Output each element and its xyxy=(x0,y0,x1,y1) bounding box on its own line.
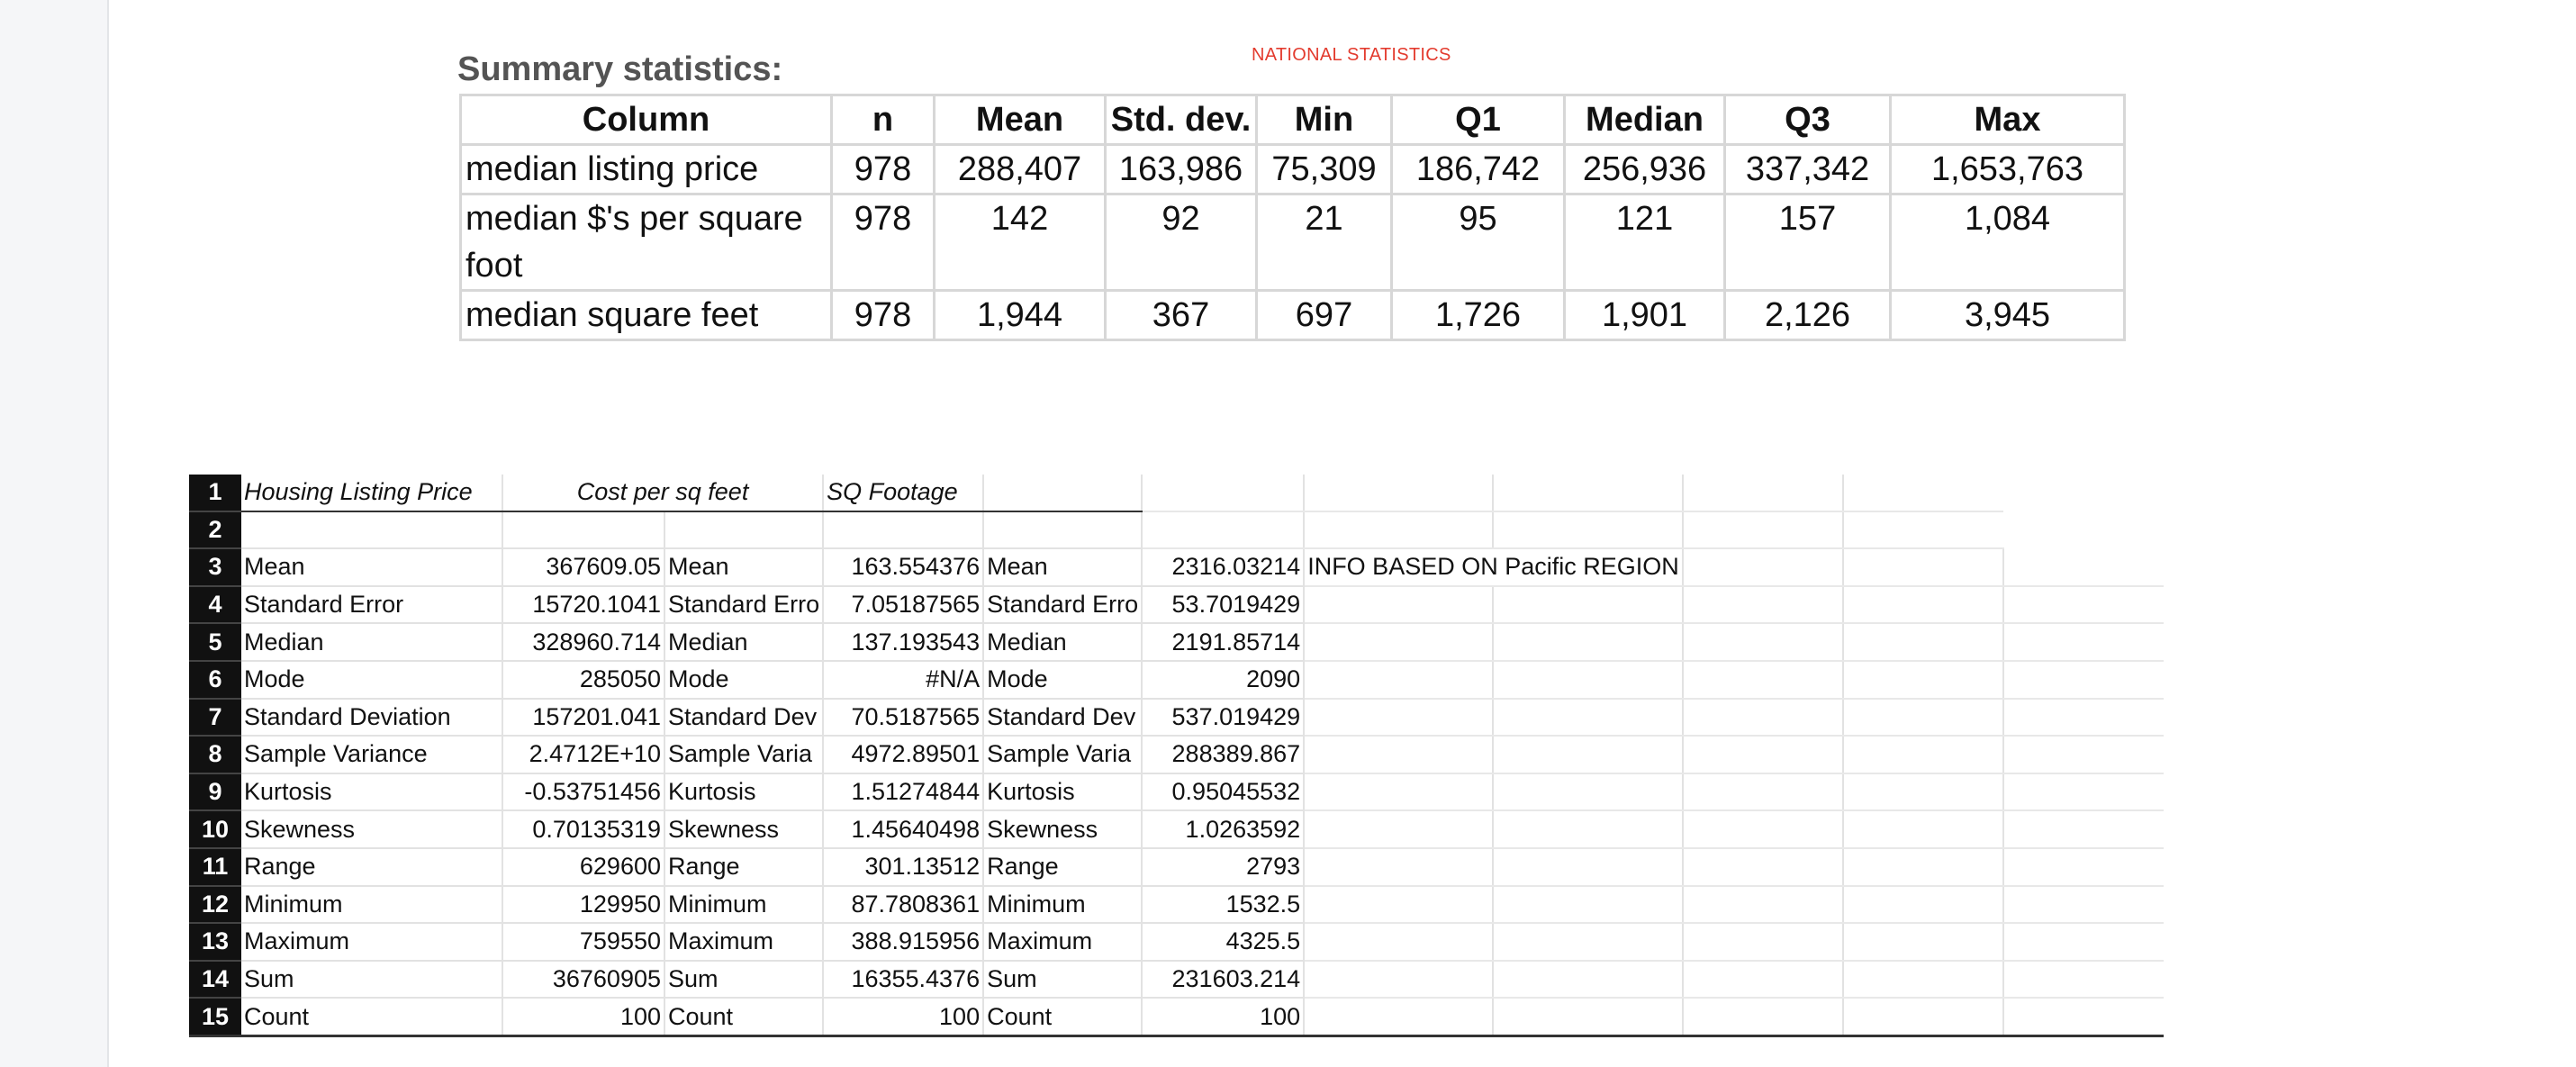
cell[interactable] xyxy=(1493,886,1682,924)
cell[interactable] xyxy=(1683,961,1843,999)
summary-cell: 978 xyxy=(832,194,935,291)
stat-label-cost[interactable]: Minimum xyxy=(664,886,823,924)
stat-value-cost[interactable]: 100 xyxy=(823,998,983,1035)
left-gutter xyxy=(0,0,109,1067)
stat-value-housing[interactable]: 629600 xyxy=(502,848,664,886)
stat-label-sqft[interactable]: Sample Varia xyxy=(983,736,1142,773)
cell[interactable] xyxy=(2003,586,2164,624)
cell[interactable] xyxy=(1493,475,1682,511)
summary-cell: 978 xyxy=(832,291,935,340)
cell[interactable] xyxy=(1683,661,1843,699)
summary-cell: 1,901 xyxy=(1565,291,1725,340)
stat-value-cost[interactable]: 163.554376 xyxy=(823,548,983,586)
summary-cell: 95 xyxy=(1392,194,1565,291)
stat-label-cost[interactable]: Standard Erro xyxy=(664,586,823,624)
summary-cell: 1,084 xyxy=(1891,194,2125,291)
info-note[interactable]: INFO BASED ON Pacific REGION xyxy=(1304,548,1683,586)
cell[interactable] xyxy=(1304,810,1493,848)
cell[interactable] xyxy=(1304,586,1493,624)
summary-row xyxy=(461,291,2125,340)
spreadsheet xyxy=(189,475,2164,1037)
stat-label-housing[interactable]: Count xyxy=(241,998,502,1035)
header-housing-listing-price[interactable]: Housing Listing Price xyxy=(241,475,502,511)
cell[interactable] xyxy=(1683,998,1843,1035)
summary-header-row xyxy=(461,95,2125,145)
stat-value-sqft[interactable]: 2090 xyxy=(1142,661,1304,699)
sheet-row-13 xyxy=(189,923,2164,961)
stat-label-sqft[interactable]: Mean xyxy=(983,548,1142,586)
cell[interactable] xyxy=(1304,475,1493,511)
cell[interactable] xyxy=(1304,998,1493,1035)
row-number[interactable]: 15 xyxy=(189,998,241,1035)
cell[interactable] xyxy=(1493,511,1682,549)
cell[interactable] xyxy=(1304,923,1493,961)
stat-label-housing[interactable]: Mean xyxy=(241,548,502,586)
stat-label-cost[interactable]: Skewness xyxy=(664,810,823,848)
stat-value-cost[interactable]: 7.05187565 xyxy=(823,586,983,624)
cell[interactable] xyxy=(1843,661,2003,699)
header-cost-per-sq-feet[interactable]: Cost per sq feet xyxy=(502,475,823,511)
stat-value-housing[interactable]: 100 xyxy=(502,998,664,1035)
sheet-row-10 xyxy=(189,810,2164,848)
stat-value-sqft[interactable]: 2316.03214 xyxy=(1142,548,1304,586)
summary-header-max: Max xyxy=(1891,95,2125,145)
stat-value-cost[interactable]: 70.5187565 xyxy=(823,699,983,737)
stat-label-housing[interactable]: Minimum xyxy=(241,886,502,924)
stat-value-sqft[interactable]: 0.95045532 xyxy=(1142,773,1304,811)
stat-label-housing[interactable]: Skewness xyxy=(241,810,502,848)
summary-row xyxy=(461,194,2125,291)
summary-row-label: median square feet xyxy=(461,291,832,340)
cell[interactable] xyxy=(2003,773,2164,811)
cell[interactable] xyxy=(2003,961,2164,999)
summary-header-median: Median xyxy=(1565,95,1725,145)
stat-label-cost[interactable]: Range xyxy=(664,848,823,886)
stat-label-cost[interactable]: Maximum xyxy=(664,923,823,961)
cell[interactable] xyxy=(1843,848,2003,886)
row-number[interactable]: 10 xyxy=(189,810,241,848)
stat-value-sqft[interactable]: 100 xyxy=(1142,998,1304,1035)
cell[interactable] xyxy=(1843,586,2003,624)
cell[interactable] xyxy=(1683,886,1843,924)
stat-label-cost[interactable]: Sample Varia xyxy=(664,736,823,773)
cell[interactable] xyxy=(1304,961,1493,999)
cell[interactable] xyxy=(2003,998,2164,1035)
cell[interactable] xyxy=(1683,511,1843,549)
row-number[interactable]: 2 xyxy=(189,511,241,549)
row-number[interactable]: 3 xyxy=(189,548,241,586)
cell[interactable] xyxy=(2003,699,2164,737)
row-number[interactable]: 7 xyxy=(189,699,241,737)
row-number[interactable]: 5 xyxy=(189,623,241,661)
cell[interactable] xyxy=(1304,773,1493,811)
summary-cell: 142 xyxy=(935,194,1106,291)
summary-header-n: n xyxy=(832,95,935,145)
sheet-row-9 xyxy=(189,773,2164,811)
stat-value-sqft[interactable]: 537.019429 xyxy=(1142,699,1304,737)
summary-cell: 367 xyxy=(1106,291,1257,340)
cell[interactable] xyxy=(1683,475,1843,511)
stat-label-cost[interactable]: Count xyxy=(664,998,823,1035)
summary-statistics-table xyxy=(459,94,2126,341)
stat-label-housing[interactable]: Median xyxy=(241,623,502,661)
stat-value-housing[interactable]: 759550 xyxy=(502,923,664,961)
stat-label-cost[interactable]: Sum xyxy=(664,961,823,999)
cell[interactable] xyxy=(1843,998,2003,1035)
stat-label-cost[interactable]: Standard Dev xyxy=(664,699,823,737)
summary-cell: 21 xyxy=(1257,194,1392,291)
summary-cell: 1,726 xyxy=(1392,291,1565,340)
stat-value-housing[interactable]: -0.53751456 xyxy=(502,773,664,811)
stat-value-housing[interactable]: 328960.714 xyxy=(502,623,664,661)
row-number[interactable]: 13 xyxy=(189,923,241,961)
cell[interactable] xyxy=(1843,511,2003,549)
sheet-row-11 xyxy=(189,848,2164,886)
cell[interactable] xyxy=(1683,810,1843,848)
stat-value-cost[interactable]: 301.13512 xyxy=(823,848,983,886)
stat-label-cost[interactable]: Kurtosis xyxy=(664,773,823,811)
stat-label-cost[interactable]: Mode xyxy=(664,661,823,699)
stat-label-sqft[interactable]: Skewness xyxy=(983,810,1142,848)
cell[interactable] xyxy=(2003,810,2164,848)
cell[interactable] xyxy=(1843,961,2003,999)
stat-label-sqft[interactable]: Maximum xyxy=(983,923,1142,961)
cell[interactable] xyxy=(1304,661,1493,699)
stat-label-housing[interactable]: Sample Variance xyxy=(241,736,502,773)
cell[interactable] xyxy=(2003,886,2164,924)
sheet-row-12 xyxy=(189,886,2164,924)
cell[interactable] xyxy=(1843,475,2003,511)
sheet-row-4 xyxy=(189,586,2164,624)
cell[interactable] xyxy=(1843,886,2003,924)
cell[interactable] xyxy=(1683,586,1843,624)
cell[interactable] xyxy=(1304,623,1493,661)
stat-label-sqft[interactable]: Kurtosis xyxy=(983,773,1142,811)
cell[interactable] xyxy=(1304,848,1493,886)
stat-value-sqft[interactable]: 2191.85714 xyxy=(1142,623,1304,661)
stat-value-housing[interactable]: 129950 xyxy=(502,886,664,924)
stat-value-cost[interactable]: 87.7808361 xyxy=(823,886,983,924)
stat-value-housing[interactable]: 157201.041 xyxy=(502,699,664,737)
stat-label-housing[interactable]: Range xyxy=(241,848,502,886)
stat-label-housing[interactable]: Sum xyxy=(241,961,502,999)
summary-header-min: Min xyxy=(1257,95,1392,145)
cell[interactable] xyxy=(1683,773,1843,811)
cell[interactable] xyxy=(1683,923,1843,961)
cell[interactable] xyxy=(1493,699,1682,737)
stat-value-cost[interactable]: 16355.4376 xyxy=(823,961,983,999)
cell[interactable] xyxy=(1843,923,2003,961)
summary-cell: 337,342 xyxy=(1725,145,1891,194)
header-sq-footage[interactable]: SQ Footage xyxy=(823,475,983,511)
stat-label-housing[interactable]: Kurtosis xyxy=(241,773,502,811)
summary-header-mean: Mean xyxy=(935,95,1106,145)
row-number[interactable]: 11 xyxy=(189,848,241,886)
summary-cell: 3,945 xyxy=(1891,291,2125,340)
summary-header-std-dev: Std. dev. xyxy=(1106,95,1257,145)
sheet-row-7 xyxy=(189,699,2164,737)
summary-cell: 256,936 xyxy=(1565,145,1725,194)
cell[interactable] xyxy=(1142,511,1304,549)
stat-value-sqft[interactable]: 231603.214 xyxy=(1142,961,1304,999)
summary-cell: 288,407 xyxy=(935,145,1106,194)
summary-title: Summary statistics: xyxy=(457,50,783,88)
stat-label-cost[interactable]: Median xyxy=(664,623,823,661)
summary-header-q1: Q1 xyxy=(1392,95,1565,145)
cell[interactable] xyxy=(1493,661,1682,699)
stat-value-housing[interactable]: 367609.05 xyxy=(502,548,664,586)
stat-label-cost[interactable]: Mean xyxy=(664,548,823,586)
stat-value-cost[interactable]: 1.45640498 xyxy=(823,810,983,848)
stat-label-sqft[interactable]: Median xyxy=(983,623,1142,661)
national-statistics-label: NATIONAL STATISTICS xyxy=(1252,45,1451,65)
cell[interactable] xyxy=(983,475,1142,511)
cell[interactable] xyxy=(1493,923,1682,961)
cell[interactable] xyxy=(1142,475,1304,511)
stat-value-sqft[interactable]: 1.0263592 xyxy=(1142,810,1304,848)
cell[interactable] xyxy=(1493,998,1682,1035)
stat-value-housing[interactable]: 36760905 xyxy=(502,961,664,999)
cell[interactable] xyxy=(1843,623,2003,661)
summary-row-label: median $'s per square foot xyxy=(461,194,832,291)
stat-value-cost[interactable]: 4972.89501 xyxy=(823,736,983,773)
cell[interactable] xyxy=(1493,848,1682,886)
summary-cell: 92 xyxy=(1106,194,1257,291)
summary-cell: 1,653,763 xyxy=(1891,145,2125,194)
summary-cell: 978 xyxy=(832,145,935,194)
cell[interactable] xyxy=(2003,661,2164,699)
sheet-row-15 xyxy=(189,998,2164,1035)
cell[interactable] xyxy=(2003,548,2164,586)
stat-value-housing[interactable]: 15720.1041 xyxy=(502,586,664,624)
stat-label-sqft[interactable]: Standard Dev xyxy=(983,699,1142,737)
sheet-row-2 xyxy=(189,511,2164,549)
cell[interactable] xyxy=(1493,773,1682,811)
summary-cell: 186,742 xyxy=(1392,145,1565,194)
stat-value-housing[interactable]: 2.4712E+10 xyxy=(502,736,664,773)
stat-value-sqft[interactable]: 1532.5 xyxy=(1142,886,1304,924)
cell[interactable] xyxy=(1493,961,1682,999)
stat-label-sqft[interactable]: Minimum xyxy=(983,886,1142,924)
spreadsheet-grid xyxy=(189,475,2164,1037)
cell[interactable] xyxy=(1683,548,1843,586)
cell[interactable] xyxy=(1843,773,2003,811)
stat-value-sqft[interactable]: 4325.5 xyxy=(1142,923,1304,961)
row-number[interactable]: 4 xyxy=(189,586,241,624)
summary-cell: 121 xyxy=(1565,194,1725,291)
cell[interactable] xyxy=(823,511,983,549)
row-number[interactable]: 9 xyxy=(189,773,241,811)
summary-cell: 1,944 xyxy=(935,291,1106,340)
stat-value-cost[interactable]: 137.193543 xyxy=(823,623,983,661)
cell[interactable] xyxy=(664,511,823,549)
cell[interactable] xyxy=(1304,886,1493,924)
row-number[interactable]: 1 xyxy=(189,475,241,511)
row-number[interactable]: 14 xyxy=(189,961,241,999)
row-number[interactable]: 8 xyxy=(189,736,241,773)
stat-label-housing[interactable]: Standard Error xyxy=(241,586,502,624)
cell[interactable] xyxy=(1843,699,2003,737)
cell[interactable] xyxy=(1683,848,1843,886)
stat-value-sqft[interactable]: 2793 xyxy=(1142,848,1304,886)
stat-value-cost[interactable]: 1.51274844 xyxy=(823,773,983,811)
row-number[interactable]: 6 xyxy=(189,661,241,699)
summary-cell: 2,126 xyxy=(1725,291,1891,340)
summary-row xyxy=(461,145,2125,194)
sheet-row-14 xyxy=(189,961,2164,999)
cell[interactable] xyxy=(2003,736,2164,773)
summary-header-q3: Q3 xyxy=(1725,95,1891,145)
cell[interactable] xyxy=(1493,736,1682,773)
stat-value-cost[interactable]: #N/A xyxy=(823,661,983,699)
stat-label-housing[interactable]: Maximum xyxy=(241,923,502,961)
stat-value-sqft[interactable]: 53.7019429 xyxy=(1142,586,1304,624)
cell[interactable] xyxy=(1683,736,1843,773)
stat-label-housing[interactable]: Standard Deviation xyxy=(241,699,502,737)
cell[interactable] xyxy=(1683,699,1843,737)
cell[interactable] xyxy=(2003,923,2164,961)
cell[interactable] xyxy=(241,511,502,549)
summary-cell: 75,309 xyxy=(1257,145,1392,194)
cell[interactable] xyxy=(1493,810,1682,848)
cell[interactable] xyxy=(2003,848,2164,886)
sheet-row-8 xyxy=(189,736,2164,773)
summary-cell: 163,986 xyxy=(1106,145,1257,194)
stat-label-sqft[interactable]: Count xyxy=(983,998,1142,1035)
cell[interactable] xyxy=(1843,810,2003,848)
sheet-row-3 xyxy=(189,548,2164,586)
cell[interactable] xyxy=(1304,699,1493,737)
cell[interactable] xyxy=(1304,736,1493,773)
cell[interactable] xyxy=(1493,623,1682,661)
summary-cell: 157 xyxy=(1725,194,1891,291)
sheet-row-1 xyxy=(189,475,2164,511)
summary-header-column: Column xyxy=(461,95,832,145)
stat-value-cost[interactable]: 388.915956 xyxy=(823,923,983,961)
sheet-row-6 xyxy=(189,661,2164,699)
stat-label-sqft[interactable]: Mode xyxy=(983,661,1142,699)
cell[interactable] xyxy=(1843,736,2003,773)
cell[interactable] xyxy=(1843,548,2003,586)
stat-label-housing[interactable]: Mode xyxy=(241,661,502,699)
cell[interactable] xyxy=(983,511,1142,549)
summary-row-label: median listing price xyxy=(461,145,832,194)
row-number[interactable]: 12 xyxy=(189,886,241,924)
cell[interactable] xyxy=(502,511,664,549)
stat-value-housing[interactable]: 285050 xyxy=(502,661,664,699)
stat-label-sqft[interactable]: Sum xyxy=(983,961,1142,999)
cell[interactable] xyxy=(1683,623,1843,661)
stat-label-sqft[interactable]: Range xyxy=(983,848,1142,886)
cell[interactable] xyxy=(1493,586,1682,624)
cell[interactable] xyxy=(2003,623,2164,661)
cell[interactable] xyxy=(1304,511,1493,549)
sheet-row-5 xyxy=(189,623,2164,661)
stat-label-sqft[interactable]: Standard Erro xyxy=(983,586,1142,624)
stat-value-sqft[interactable]: 288389.867 xyxy=(1142,736,1304,773)
summary-cell: 697 xyxy=(1257,291,1392,340)
stat-value-housing[interactable]: 0.70135319 xyxy=(502,810,664,848)
